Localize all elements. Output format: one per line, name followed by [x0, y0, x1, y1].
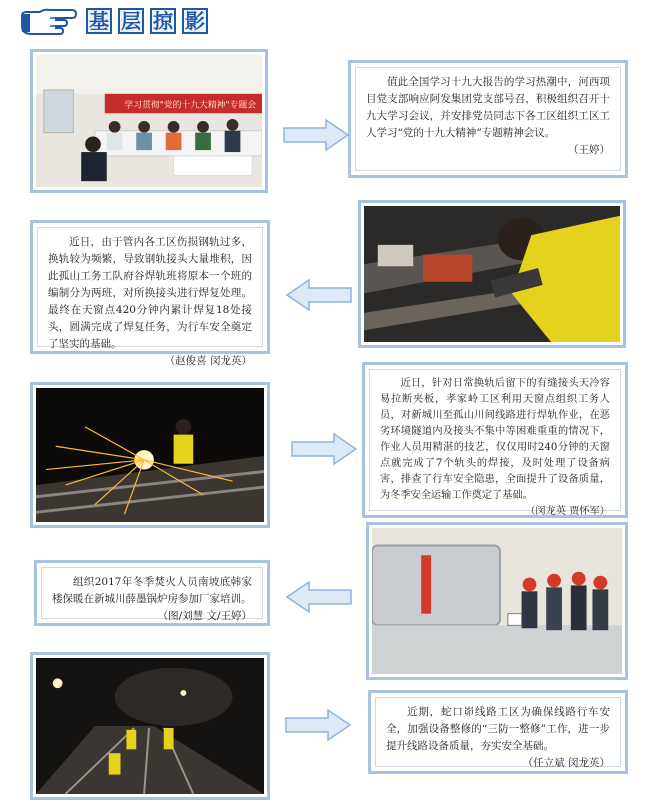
photo-welding-rail: [358, 200, 626, 348]
arrow-left-icon: [285, 580, 353, 614]
caption-text-2: 近日，由于管内各工区伤损钢轨过多，换轨较为频繁，导致钢轨接头大量堆积，因此孤山工务工队府谷焊轨班将原本一个班的编制分为两班，对所换接头进行焊复处理。最终在天窗点420分钟内累计焊复18处接头，圆满完成了焊复任务，为行车安全奠定了坚实的基础。: [48, 236, 252, 350]
arrow-left-icon: [285, 278, 353, 312]
caption-credit-2: （赵俊喜 闵龙英）: [164, 355, 252, 367]
caption-card-2: [30, 220, 270, 367]
caption-credit-3: （闵龙英 贾怀军）: [525, 506, 610, 517]
caption-credit-5: （任立斌 闵龙英）: [522, 757, 610, 769]
title-char-4: 影: [182, 8, 208, 34]
caption-text-4: 组织2017年冬季焚火人员南坡底韩家楼保暖在新城川薛墨锅炉房参加厂家培训。: [52, 576, 252, 605]
title-char-1: 基: [86, 8, 112, 34]
title-char-2: 层: [118, 8, 144, 34]
caption-card-1: [348, 60, 628, 178]
caption-card-4: [34, 560, 270, 626]
arrow-right-icon: [282, 118, 350, 152]
caption-text-1: 值此全国学习十九大报告的学习热潮中，河西项目党支部响应阿发集团党支部号召，积极组织召开十九大学习会议，并安排党员同志下各工区组织工区工人学习“党的十九大精神”专题精神会议。: [366, 76, 610, 139]
arrow-right-icon: [284, 708, 352, 742]
caption-text-3: 近日，针对日常换轨后留下的有缝接头天冷容易拉断夹板，孝家岭工区利用天窗点组织工务人员，对新城川至孤山川间线路进行焊轨作业，在恶劣环境隧道内及接头不集中等困难重重的情况下，作业人员用精湛的技艺，仅仅用时240分钟的天窗点就完成了7个轨头的焊接，及时处理了设备病害，排查了行车安全隐患，全面提升了设备质量，为冬季安全运输工作奠定了基础。: [380, 378, 610, 501]
photo-night-welding-sparks: [30, 382, 270, 528]
photo-tunnel-track-work: [30, 652, 270, 800]
caption-credit-1: （王婷）: [568, 144, 610, 156]
svg-text:学习贯彻"党的十九大精神"专题会: 学习贯彻"党的十九大精神"专题会: [124, 100, 257, 111]
pointing-hand-icon: [20, 6, 78, 36]
title-char-3: 掠: [150, 8, 176, 34]
arrow-right-icon: [290, 432, 358, 466]
caption-card-5: [368, 690, 628, 774]
photo-meeting: [30, 49, 268, 193]
caption-text-5: 近期，蛇口峁线路工区为确保线路行车安全，加强设备整修的“三防一整修”工作，进一步提升线路设备质量，夯实安全基础。: [386, 706, 610, 752]
photo-boiler-room-training: [366, 522, 628, 680]
caption-credit-4: （图/刘慧 文/王婷）: [157, 610, 252, 622]
caption-card-3: [362, 362, 628, 518]
